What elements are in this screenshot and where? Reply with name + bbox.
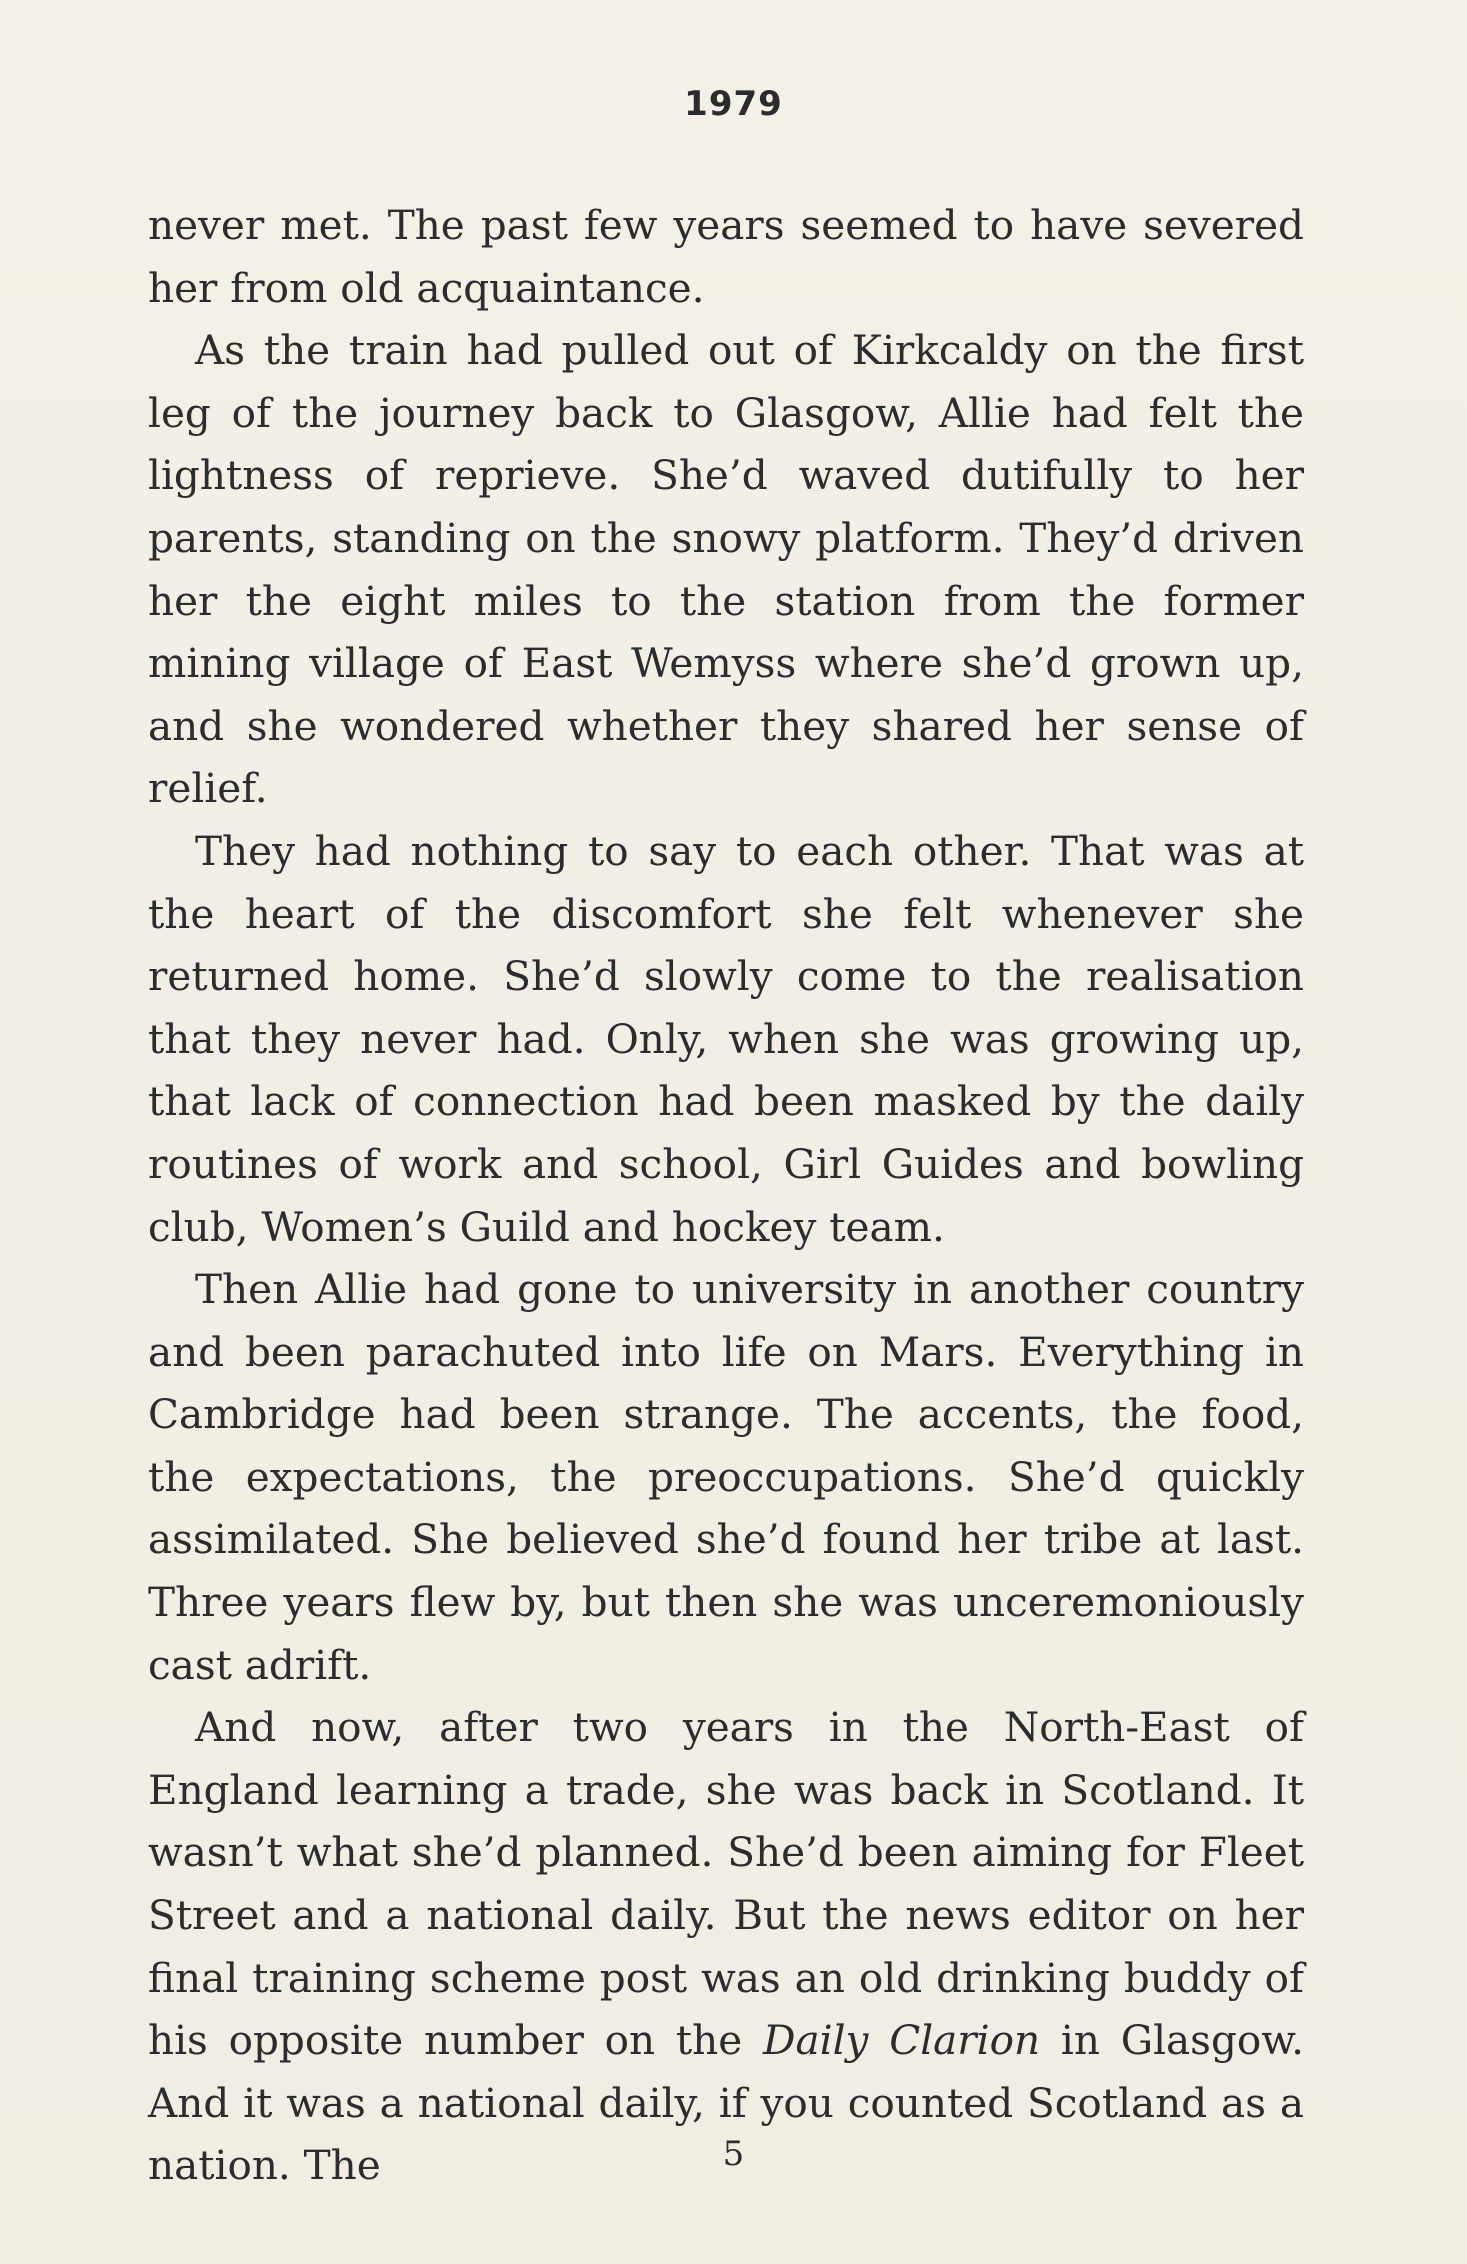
- paragraph-1: never met. The past few years seemed to have severed her from old acquaintance.: [148, 201, 1304, 312]
- body-text: [148, 194, 1304, 2197]
- paragraph-4: Then Allie had gone to university in another country and been parachuted into life on Mars. Everything in Cambridge had been strange. The accents, the food, the expectations, the preoccupations. She’d quickly assimilated. She believed she’d found her tribe at last. Three years flew by, but then she was unceremoniously cast adrift.: [148, 1265, 1304, 1689]
- newspaper-title: Daily Clarion: [763, 2016, 1041, 2065]
- paragraph-3: They had nothing to say to each other. That was at the heart of the discomfort she felt whenever she returned home. She’d slowly come to the realisation that they never had. Only, when she was growing up, that lack of connection had been masked by the daily routines of work and school, Girl Guides and bowling club, Women’s Guild and hockey team.: [148, 826, 1304, 1251]
- paragraph-5: [148, 1696, 1304, 2197]
- paragraph-2: As the train had pulled out of Kirkcaldy on the first leg of the journey back to Glasgow, Allie had felt the lightness of reprieve. She’d waved dutifully to her parents, standing on the snowy platform. They’d driven her the eight miles to the station from the former mining village of East Wemyss where she’d grown up, and she wondered whether they shared her sense of relief.: [148, 326, 1304, 813]
- running-head: 1979: [684, 84, 783, 124]
- paragraph-5-text-before: And now, after two years in the North-East of England learning a trade, she was back in Scotland. It wasn’t what she’d planned. She’d been aiming for Fleet Street and a national daily. But the news editor on her final training scheme post was an old drinking buddy of his opposite number on the: [148, 1703, 1304, 2065]
- page-number: 5: [722, 2134, 745, 2174]
- paragraph-5-text-after: in Glasgow. And it was a national daily, if you counted Scotland as a nation. The: [148, 2016, 1304, 2190]
